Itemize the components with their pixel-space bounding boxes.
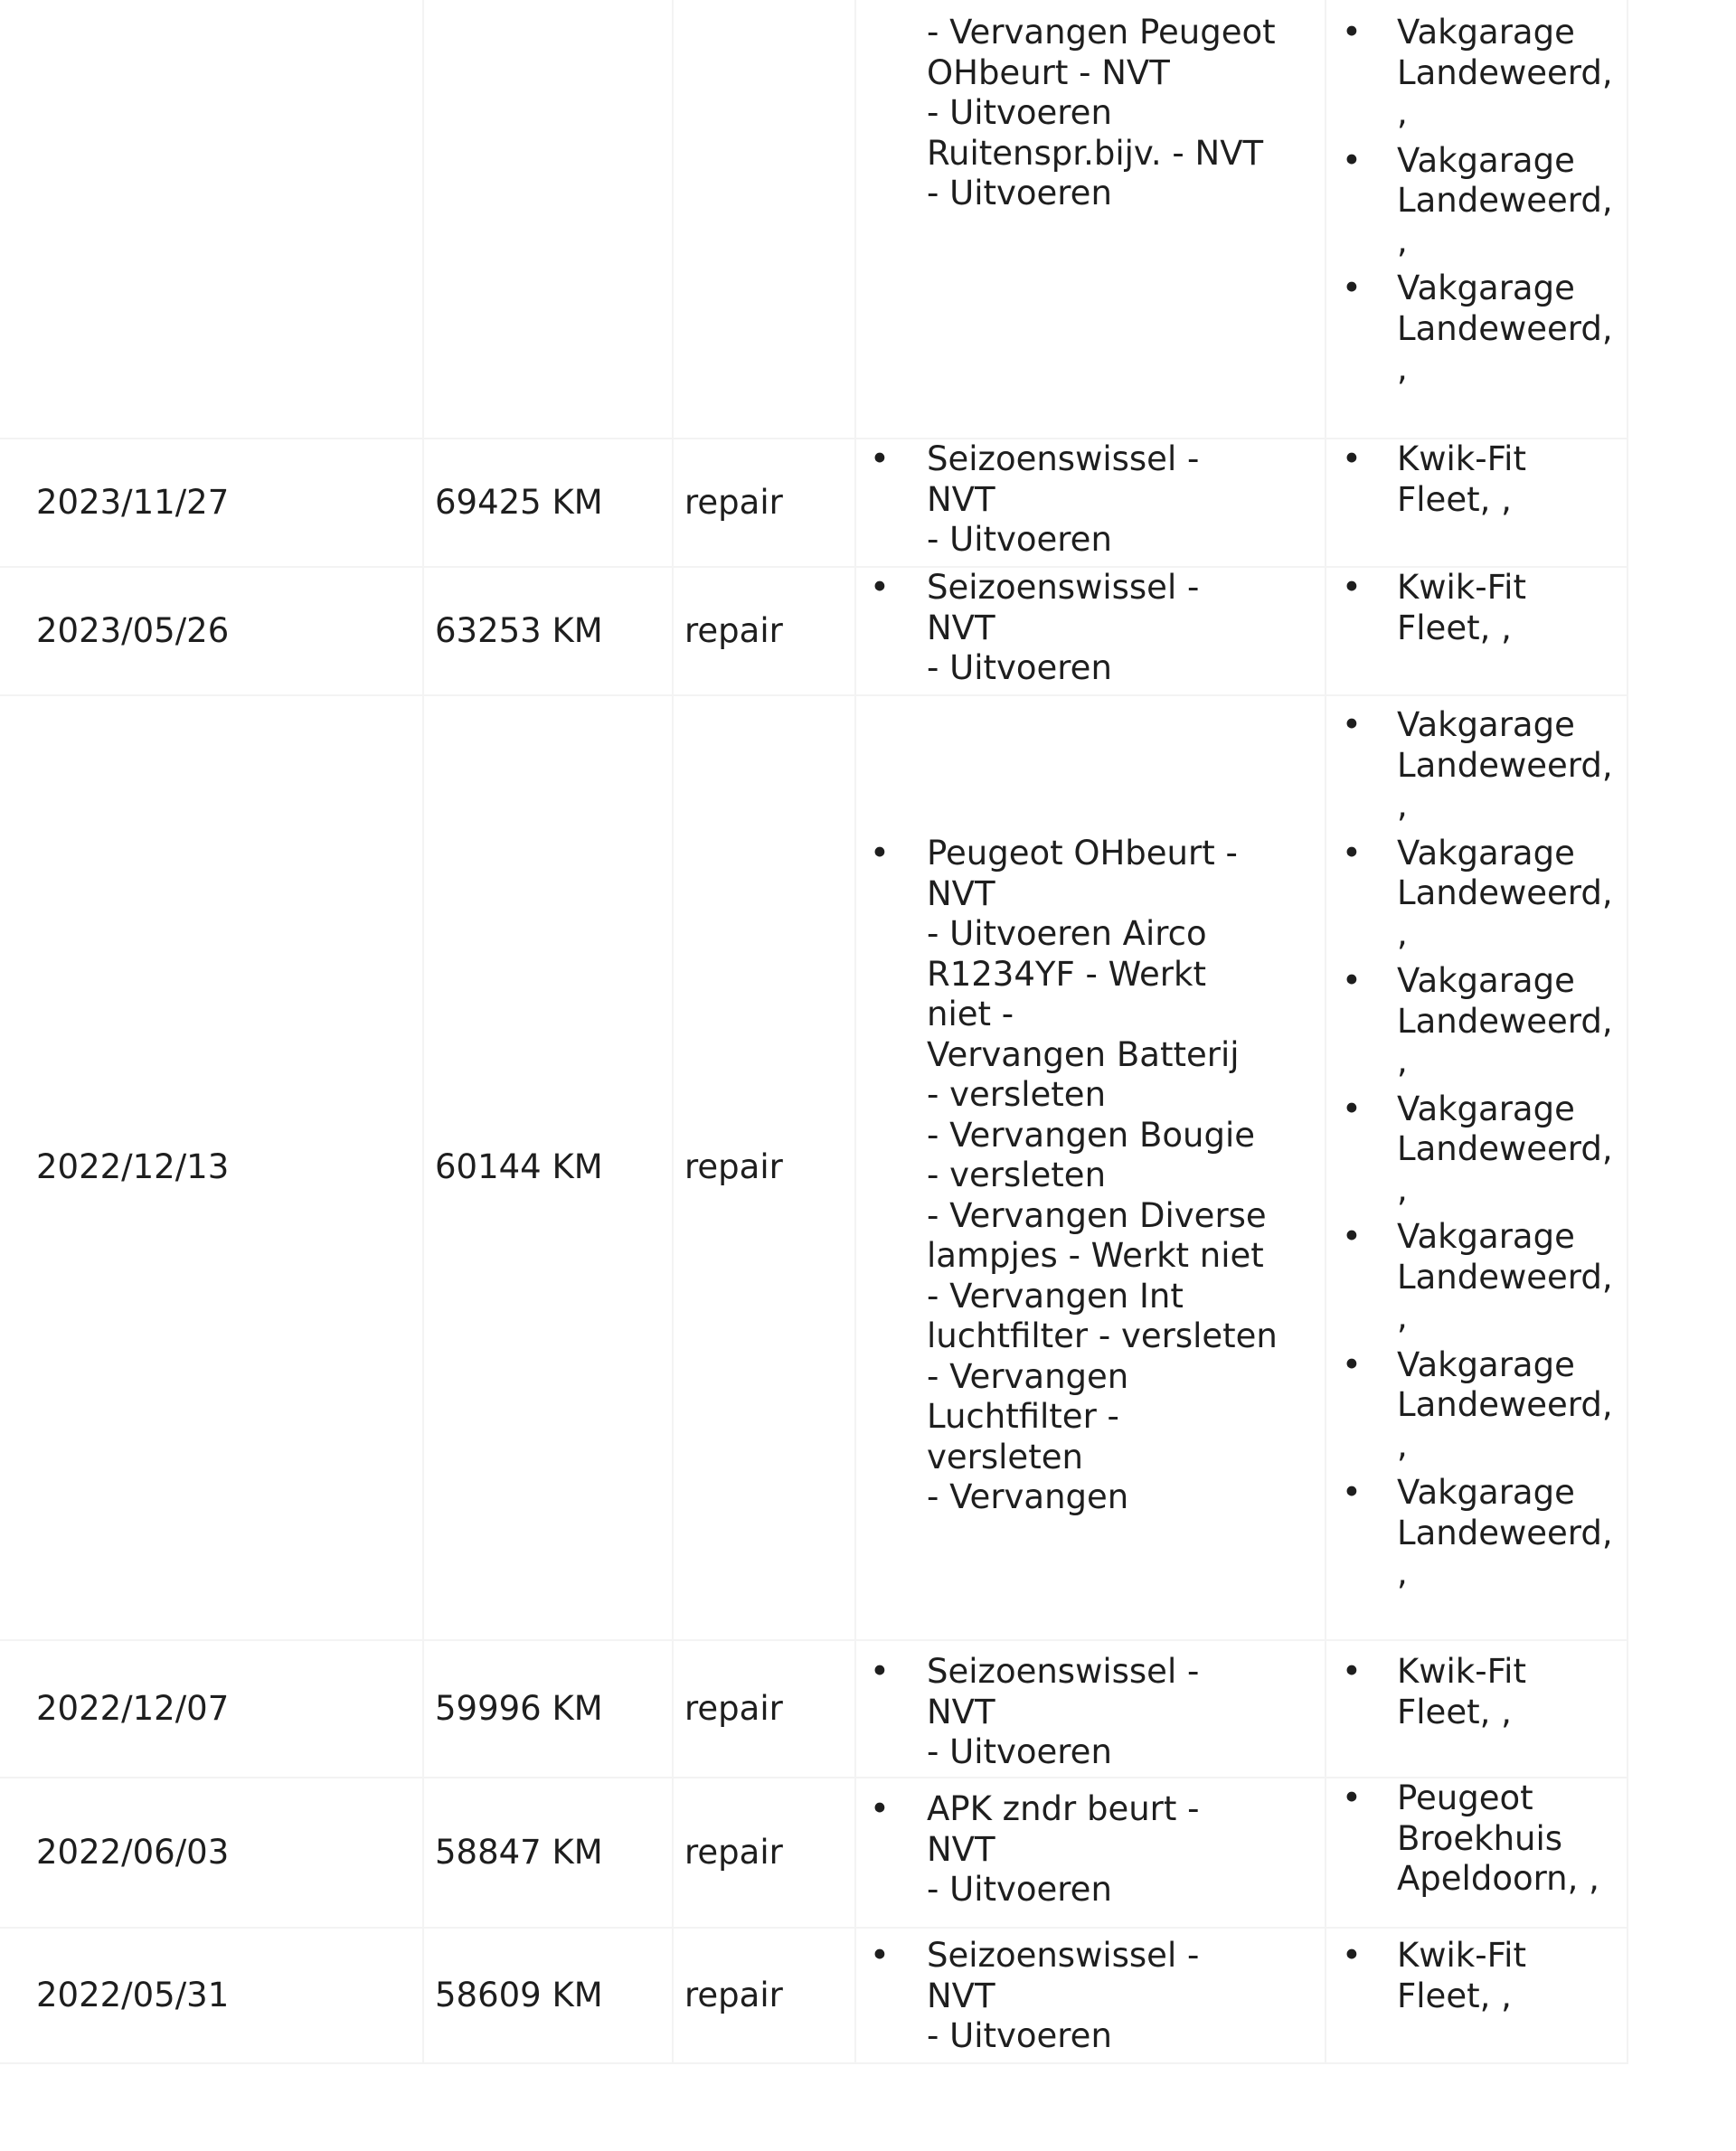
garage-list [1326,568,1627,648]
garage-list [1326,1936,1627,2016]
work-cell [855,567,1326,695]
garage-list [1326,439,1627,520]
table-row [0,1640,1628,1778]
work-description: • APK zndr beurt - NVT - Uitvoeren [856,1789,1325,1910]
date-cell: 2023/11/27 [0,439,423,567]
garage-cell [1326,567,1628,695]
work-description: • Seizoenswissel - NVT - Uitvoeren [856,439,1325,561]
work-description: - Vervangen Peugeot OHbeurt - NVT - Uitvoeren Ruitenspr.bijv. - NVT - Uitvoeren [927,13,1276,212]
table-row [0,1928,1628,2063]
work-cell [855,1928,1326,2063]
garage-item: • Kwik-Fit Fleet, , [1326,1936,1627,2016]
work-description: • Seizoenswissel - NVT - Uitvoeren [856,1936,1325,2057]
garage-list [1326,1778,1627,1900]
table-row [0,1778,1628,1928]
date-cell [0,0,423,439]
garage-list [1326,1652,1627,1732]
garage-item: • Vakgarage Landeweerd, , [1326,1090,1627,1211]
table-row [0,567,1628,695]
work-description: • Seizoenswissel - NVT - Uitvoeren [856,1652,1325,1773]
table-row [0,0,1628,439]
garage-cell [1326,1928,1628,2063]
garage-cell [1326,1640,1628,1778]
type-cell [673,0,855,439]
date-cell: 2023/05/26 [0,567,423,695]
table-row [0,695,1628,1640]
type-cell: repair [673,1928,855,2063]
type-cell: repair [673,567,855,695]
garage-cell [1326,439,1628,567]
garage-item: • Vakgarage Landeweerd, , [1326,834,1627,955]
mileage-cell: 58847 KM [423,1778,673,1928]
mileage-cell: 63253 KM [423,567,673,695]
mileage-cell: 60144 KM [423,695,673,1640]
date-cell: 2022/12/07 [0,1640,423,1778]
garage-list [1326,13,1627,390]
garage-cell [1326,695,1628,1640]
garage-item: • Kwik-Fit Fleet, , [1326,1652,1627,1732]
garage-cell [1326,0,1628,439]
mileage-cell [423,0,673,439]
work-cell [855,695,1326,1640]
work-cell [855,0,1326,439]
mileage-cell: 59996 KM [423,1640,673,1778]
type-cell: repair [673,439,855,567]
work-cell [855,439,1326,567]
date-cell: 2022/05/31 [0,1928,423,2063]
work-description: • Seizoenswissel - NVT - Uitvoeren [856,568,1325,689]
table-row [0,439,1628,567]
mileage-cell: 58609 KM [423,1928,673,2063]
date-cell: 2022/06/03 [0,1778,423,1928]
work-description: • Peugeot OHbeurt - NVT - Uitvoeren Airco R1234YF - Werkt niet - Vervangen Batterij - versleten - Vervangen Bougie - versleten - Vervangen Diverse lampjes - Werkt niet - Vervangen Int luchtfilter - versleten - Vervangen Luchtfilter - versleten - Vervangen [856,834,1325,1518]
work-cell [855,1640,1326,1778]
garage-item: • Peugeot Broekhuis Apeldoorn, , [1326,1778,1627,1900]
type-cell: repair [673,1640,855,1778]
garage-cell [1326,1778,1628,1928]
garage-item: • Vakgarage Landeweerd, , [1326,141,1627,262]
type-cell: repair [673,695,855,1640]
garage-item: • Kwik-Fit Fleet, , [1326,439,1627,520]
type-cell: repair [673,1778,855,1928]
garage-item: • Kwik-Fit Fleet, , [1326,568,1627,648]
garage-item: • Vakgarage Landeweerd, , [1326,1217,1627,1338]
garage-item: • Vakgarage Landeweerd, , [1326,13,1627,134]
mileage-cell: 69425 KM [423,439,673,567]
garage-item: • Vakgarage Landeweerd, , [1326,705,1627,826]
garage-item: • Vakgarage Landeweerd, , [1326,1345,1627,1467]
garage-item: • Vakgarage Landeweerd, , [1326,961,1627,1082]
garage-item: • Vakgarage Landeweerd, , [1326,1473,1627,1594]
garage-item: • Vakgarage Landeweerd, , [1326,269,1627,390]
date-cell: 2022/12/13 [0,695,423,1640]
work-cell [855,1778,1326,1928]
garage-list [1326,705,1627,1594]
